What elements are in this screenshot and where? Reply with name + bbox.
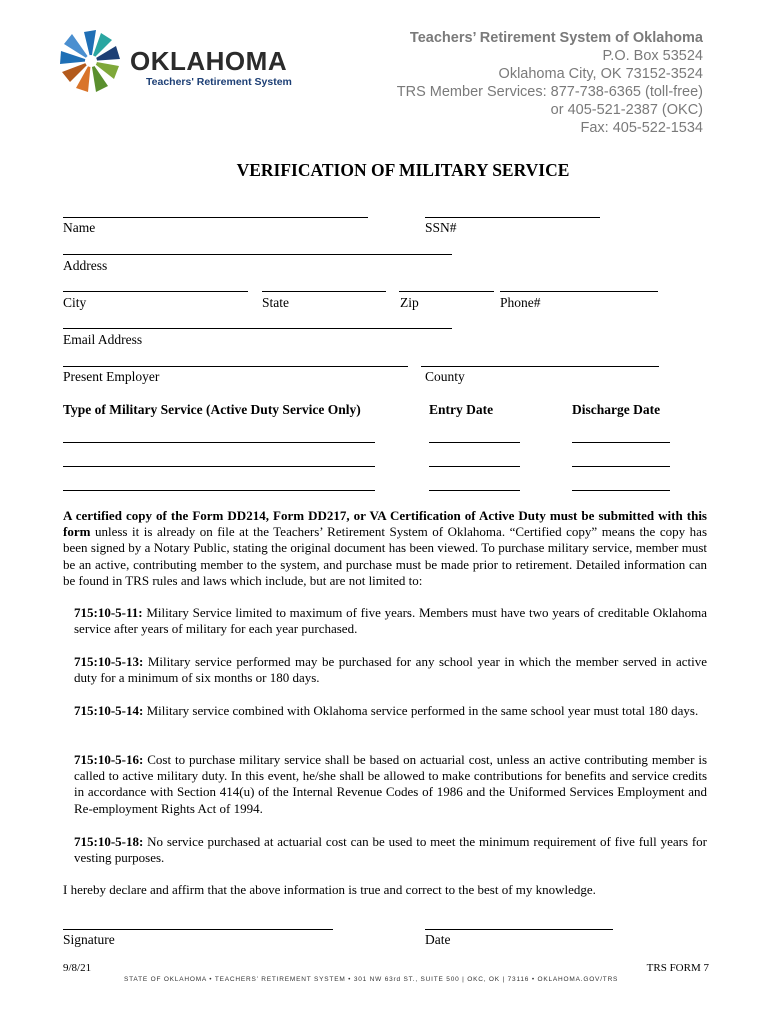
ssn-field-line[interactable]	[425, 217, 600, 218]
discharge-date-line-2[interactable]	[572, 466, 670, 467]
service-type-line-2[interactable]	[63, 466, 375, 467]
service-type-line-3[interactable]	[63, 490, 375, 491]
rule-715-10-5-16	[74, 752, 707, 817]
star-mark-icon	[56, 26, 126, 96]
logo-subtitle: Teachers' Retirement System	[146, 76, 292, 88]
address-field-line[interactable]	[63, 254, 452, 255]
footer-address-line: STATE OF OKLAHOMA • TEACHERS’ RETIREMENT SYSTEM • 301 NW 63rd ST., SUITE 500 | OKC, OK | 73116 • OKLAHOMA.GOV/TRS	[124, 976, 619, 983]
employer-label: Present Employer	[63, 369, 160, 384]
logo-wordmark: OKLAHOMA	[130, 46, 288, 76]
service-type-line-1[interactable]	[63, 442, 375, 443]
entry-date-header: Entry Date	[429, 402, 494, 417]
employer-field-line[interactable]	[63, 366, 408, 367]
entry-date-line-1[interactable]	[429, 442, 520, 443]
service-type-header: Type of Military Service (Active Duty Service Only)	[63, 402, 361, 417]
header-local-phone: or 405-521-2387 (OKC)	[550, 102, 703, 118]
zip-field-line[interactable]	[399, 291, 494, 292]
footer-form-id: TRS FORM 7	[646, 962, 709, 974]
rule-code: 715:10-5-14:	[74, 703, 144, 718]
rule-715-10-5-11	[74, 605, 707, 637]
header-fax: Fax: 405-522-1534	[580, 120, 703, 136]
discharge-date-header: Discharge Date	[572, 402, 661, 417]
footer-revision-date: 9/8/21	[63, 962, 92, 974]
rule-text: Military service combined with Oklahoma service performed in the same school year must total 180 days.	[143, 703, 699, 718]
rule-715-10-5-13	[74, 654, 707, 686]
entry-date-line-2[interactable]	[429, 466, 520, 467]
signature-label: Signature	[63, 932, 115, 947]
certified-copy-notice	[63, 508, 707, 589]
name-label: Name	[63, 220, 96, 235]
state-label: State	[262, 295, 289, 310]
notice-text: unless it is already on file at the Teachers’ Retirement System of Oklahoma. “Certified copy” means the copy has been signed by a Notary Public, stating the original document has been viewed. To purchase military service, member must be an active, contributing member to the system, and purchase must be made prior to retirement. Detailed information can be found in TRS rules and laws which include, but are not limited to:	[63, 524, 707, 588]
state-field-line[interactable]	[262, 291, 386, 292]
rule-code: 715:10-5-13:	[74, 654, 144, 669]
address-label: Address	[63, 258, 108, 273]
rule-code: 715:10-5-18:	[74, 834, 144, 849]
rule-text: Cost to purchase military service shall be based on actuarial cost, unless an active contributing member is called to active military duty. In this event, he/she shall be allowed to make contributions for benefits and service credits in accordance with Section 414(u) of the Internal Revenue Codes of 1986 and the Uniformed Services Employment and Re-employment Rights Act of 1994.	[74, 752, 707, 816]
county-label: County	[425, 369, 465, 384]
email-label: Email Address	[63, 332, 143, 347]
date-label: Date	[425, 932, 451, 947]
name-field-line[interactable]	[63, 217, 368, 218]
ssn-label: SSN#	[425, 220, 457, 235]
rule-text: No service purchased at actuarial cost can be used to meet the minimum requirement of five full years for vesting purposes.	[74, 834, 707, 866]
notice-bold-text: A certified copy of the Form DD214, Form DD217, or VA Certification of Active Duty must be submitted with this form	[63, 508, 707, 540]
rule-715-10-5-18	[74, 834, 707, 866]
discharge-date-line-1[interactable]	[572, 442, 670, 443]
discharge-date-line-3[interactable]	[572, 490, 670, 491]
entry-date-line-3[interactable]	[429, 490, 520, 491]
county-field-line[interactable]	[421, 366, 659, 367]
rule-code: 715:10-5-16:	[74, 752, 144, 767]
phone-label: Phone#	[500, 295, 541, 310]
header-org: Teachers’ Retirement System of Oklahoma	[409, 30, 703, 46]
signature-field-line[interactable]	[63, 929, 333, 930]
header-po-box: P.O. Box 53524	[602, 48, 703, 64]
rule-text: Military service performed may be purchased for any school year in which the member served in active duty for a minimum of six months or 180 days.	[74, 654, 707, 686]
zip-label: Zip	[400, 295, 419, 310]
declaration-text: I hereby declare and affirm that the above information is true and correct to the best of my knowledge.	[63, 882, 596, 897]
page-title: VERIFICATION OF MILITARY SERVICE	[236, 160, 570, 180]
rule-715-10-5-14	[74, 703, 707, 719]
header-member-services: TRS Member Services: 877-738-6365 (toll-free)	[396, 84, 703, 100]
date-field-line[interactable]	[425, 929, 613, 930]
header-city: Oklahoma City, OK 73152-3524	[498, 66, 703, 82]
rule-code: 715:10-5-11:	[74, 605, 143, 620]
rule-text: Military Service limited to maximum of five years. Members must have two years of creditable Oklahoma service after years of military for each year purchased.	[74, 605, 707, 637]
city-field-line[interactable]	[63, 291, 248, 292]
email-field-line[interactable]	[63, 328, 452, 329]
city-label: City	[63, 295, 87, 310]
phone-field-line[interactable]	[500, 291, 658, 292]
trs-logo	[56, 26, 306, 98]
